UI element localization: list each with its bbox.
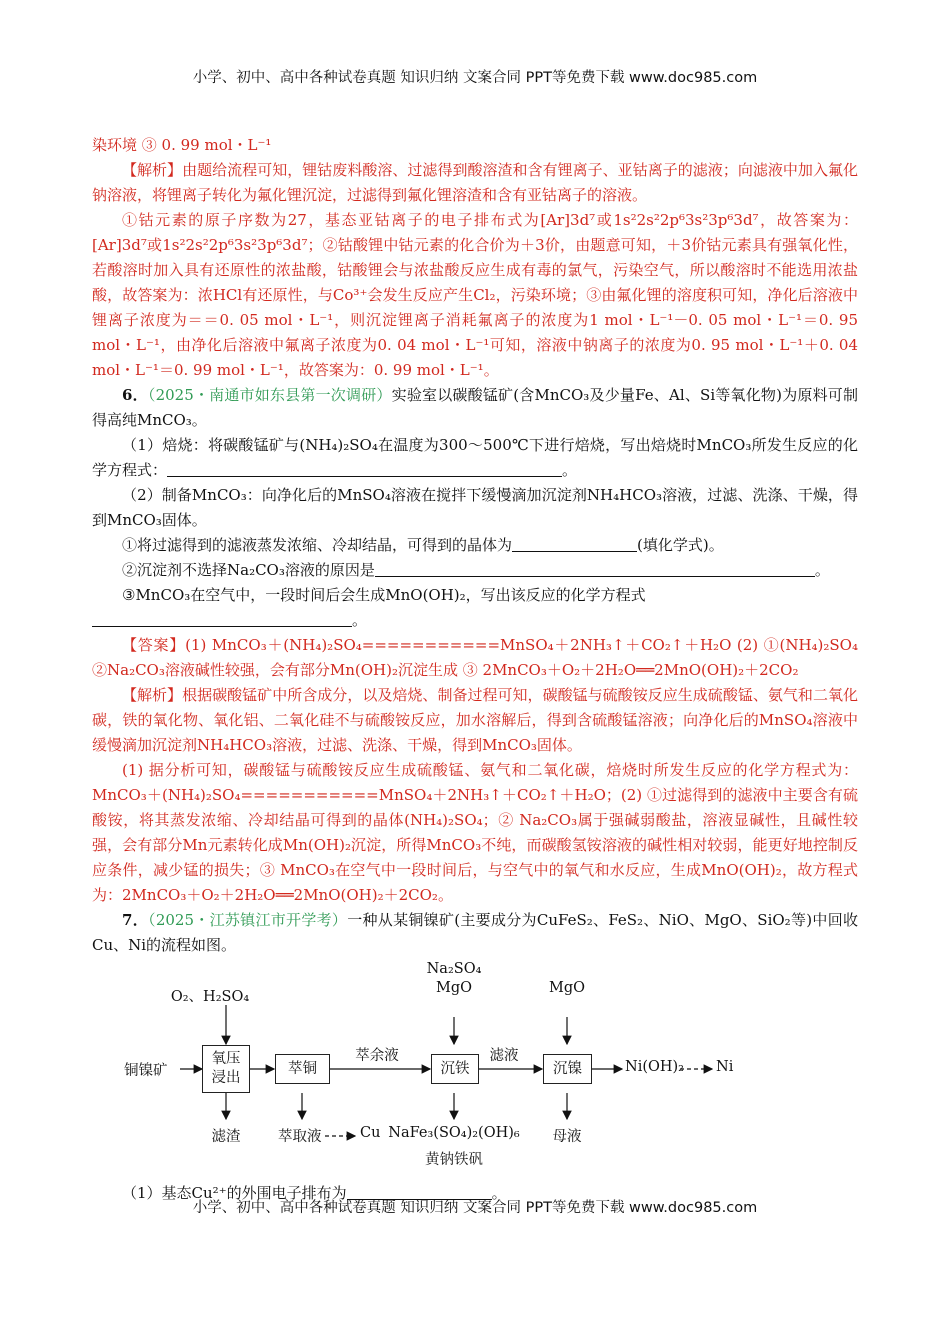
page-footer: 小学、初中、高中各种试卷真题 知识归纳 文案合同 PPT等免费下载 www.doc985.com	[192, 1200, 758, 1216]
sub-text: ①将过滤得到的滤液蒸发浓缩、冷却结晶，可得到的晶体为	[122, 536, 513, 554]
q6-sub3-blank-line	[92, 608, 858, 633]
q7-stem	[92, 908, 858, 958]
q5-analysis-p1	[92, 158, 858, 208]
question-source: （2025・南通市如东县第一次调研）	[147, 386, 392, 404]
q5-answer-tail: 染环境 ③ 0. 99 mol・L⁻¹	[92, 136, 272, 154]
label-product3: NaFe₃(SO₄)₂(OH)₆	[388, 1125, 520, 1141]
q6-stem	[92, 383, 858, 433]
q6-sub1	[92, 533, 858, 558]
label-ni-hydroxide: Ni(OH)₂	[625, 1059, 684, 1075]
box-iron-precipitation: 沉铁	[431, 1054, 479, 1084]
question-stem: 一种从某铜镍矿(主要成分为CuFeS₂、FeS₂、NiO、MgO、SiO₂等)中回收Cu、Ni的流程如图。	[92, 911, 858, 954]
label-ni: Ni	[716, 1059, 734, 1075]
analysis-label: 【解析】	[122, 161, 183, 179]
question-source: （2025・江苏镇江市开学考）	[148, 911, 348, 929]
sub-end: 。	[352, 611, 368, 629]
q6-analysis-p2: (1) 据分析可知，碳酸锰与硫酸铵反应生成硫酸锰、氨气和二氧化碳，焙烧时所发生反应的化学方程式为：MnCO₃＋(NH₄)₂SO₄===========MnSO₄＋2NH₃↑＋CO₂↑＋H₂O；(2) ①过滤得到的滤液中主要含有硫酸铵，将其蒸发浓缩、冷却结晶可得到的晶体(NH₄)₂SO₄；② Na₂CO₃属于强碱弱酸盐，溶液显碱性，且碱性较强，会有部分Mn元素转化成Mn(OH)₂沉淀，所得MnCO₃不纯，而碳酸氢铵溶液的碱性相对较弱，能更好地控制反应条件，减少锰的损失；③ MnCO₃在空气中一段时间后，与空气中的氧气和水反应，生成MnO(OH)₂，故方程式为：2MnCO₃＋O₂＋2H₂O══2MnO(OH)₂＋2CO₂。	[92, 761, 858, 904]
question-stem: 实验室以碳酸锰矿(含MnCO₃及少量Fe、Al、Si等氧化物)为原料可制得高纯MnCO₃。	[92, 386, 859, 429]
label-reagent3: MgO	[548, 980, 586, 996]
part-end: 。	[491, 1184, 507, 1202]
part-end: 。	[562, 461, 578, 479]
label-filtrate: 滤液	[489, 1048, 519, 1064]
part-text: （1）焙烧：将碳酸锰矿与(NH₄)₂SO₄在温度为300～500℃下进行焙烧，写出焙烧时MnCO₃所发生反应的化学方程式：	[92, 436, 858, 479]
sub-end: 。	[814, 561, 830, 579]
question-number: 7．	[122, 911, 149, 929]
answer-label: 【答案】	[122, 636, 186, 654]
part-text: （1）基态Cu²⁺的外围电子排布为	[122, 1184, 347, 1202]
answer-blank[interactable]	[167, 461, 562, 477]
q6-analysis-p1	[92, 683, 858, 758]
document-body	[92, 133, 858, 1206]
page-header: 小学、初中、高中各种试卷真题 知识归纳 文案合同 PPT等免费下载 www.doc985.com	[192, 70, 758, 86]
q6-answer	[92, 633, 858, 683]
label-input: 铜镍矿	[124, 1063, 168, 1079]
label-product3-name: 黄钠铁矾	[425, 1152, 483, 1168]
label-reagent2a: Na₂SO₄	[426, 961, 482, 977]
label-reagent1: O₂、H₂SO₄	[170, 989, 250, 1005]
box-copper-extraction: 萃铜	[275, 1054, 330, 1084]
label-extract: 萃取液	[278, 1129, 322, 1145]
box-nickel-precipitation: 沉镍	[543, 1054, 592, 1084]
label-reagent2b: MgO	[435, 980, 473, 996]
box-oxygen-pressure-leach: 氧压 浸出	[202, 1045, 250, 1093]
sub-text: ③MnCO₃在空气中，一段时间后会生成MnO(OH)₂，写出该反应的化学方程式	[122, 586, 646, 604]
q6-part2: （2）制备MnCO₃：向净化后的MnSO₄溶液在搅拌下缓慢滴加沉淀剂NH₄HCO₃溶液，过滤、洗涤、干燥，得到MnCO₃固体。	[92, 486, 858, 529]
answer-blank[interactable]	[92, 611, 352, 627]
label-residue1: 滤渣	[211, 1129, 241, 1145]
q5-analysis-p2: ①钴元素的原子序数为27，基态亚钴离子的电子排布式为[Ar]3d⁷或1s²2s²2p⁶3s²3p⁶3d⁷，故答案为：[Ar]3d⁷或1s²2s²2p⁶3s²3p⁶3d⁷；②钴酸锂中钴元素的化合价为＋3价，由题意可知，＋3价钴元素具有强氧化性，若酸溶时加入具有还原性的浓盐酸，钴酸锂会与浓盐酸反应生成有毒的氯气，污染空气，所以酸溶时不能选用浓盐酸，故答案为：浓HCl有还原性，与Co³⁺会发生反应产生Cl₂，污染环境；③由氟化锂的溶度积可知，净化后溶液中锂离子浓度为＝＝0. 05 mol・L⁻¹，则沉淀锂离子消耗氟离子的浓度为1 mol・L⁻¹－0. 05 mol・L⁻¹＝0. 95 mol・L⁻¹，由净化后溶液中氟离子浓度为0. 04 mol・L⁻¹可知，溶液中钠离子的浓度为0. 95 mol・L⁻¹＋0. 04 mol・L⁻¹＝0. 99 mol・L⁻¹，故答案为：0. 99 mol・L⁻¹。	[92, 211, 858, 379]
answer-text: (1) MnCO₃＋(NH₄)₂SO₄===========MnSO₄＋2NH₃↑＋CO₂↑＋H₂O (2) ①(NH₄)₂SO₄ ②Na₂CO₃溶液碱性较强，会有部分Mn(OH)₂沉淀生成 ③ 2MnCO₃＋O₂＋2H₂O══2MnO(OH)₂＋2CO₂	[92, 636, 858, 679]
q6-sub3	[92, 583, 858, 608]
q6-sub2	[92, 558, 858, 583]
answer-blank[interactable]	[512, 536, 637, 552]
label-mother-liquor: 母液	[552, 1129, 582, 1145]
label-cu: Cu	[360, 1125, 381, 1141]
answer-blank[interactable]	[375, 561, 815, 577]
sub-text: ②沉淀剂不选择Na₂CO₃溶液的原因是	[122, 561, 375, 579]
label-raffinate: 萃余液	[355, 1048, 399, 1064]
sub-end: (填化学式)。	[637, 536, 724, 554]
analysis-label: 【解析】	[122, 686, 183, 704]
analysis-text: 根据碳酸锰矿中所含成分，以及焙烧、制备过程可知，碳酸锰与硫酸铵反应生成硫酸锰、氨气和二氧化碳，铁的氧化物、氧化铝、二氧化硅不与硫酸铵反应，加水溶解后，得到含硫酸锰溶液；向净化后的MnSO₄溶液中缓慢滴加沉淀剂NH₄HCO₃溶液，过滤、洗涤、干燥，得到MnCO₃固体。	[92, 686, 858, 754]
question-number: 6．	[122, 386, 148, 404]
analysis-text: 由题给流程可知，锂钴废料酸溶、过滤得到酸溶渣和含有锂离子、亚钴离子的滤液；向滤液中加入氟化钠溶液，将锂离子转化为氟化锂沉淀，过滤得到氟化锂溶渣和含有亚钴离子的溶液。	[92, 161, 858, 204]
q6-part1	[92, 433, 858, 483]
process-flow-diagram	[92, 961, 858, 1179]
